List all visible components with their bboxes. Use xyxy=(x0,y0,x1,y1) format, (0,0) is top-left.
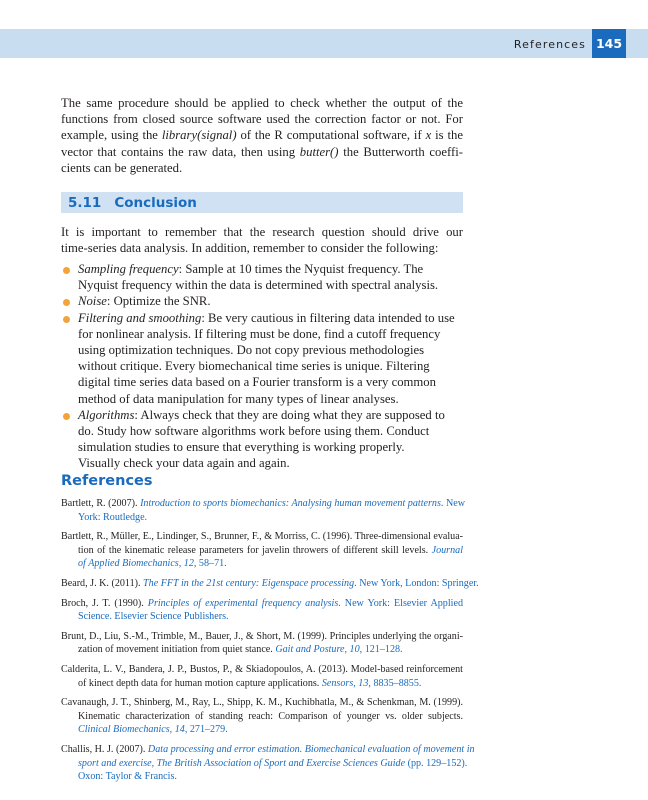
reference-entry xyxy=(61,743,475,784)
text-run: example, using the xyxy=(61,128,162,143)
bullet-dot-icon xyxy=(63,299,70,306)
italic-term: library(signal) xyxy=(161,128,237,143)
paragraph-line: The same procedure should be applied to check whether the output of the xyxy=(61,96,463,110)
reference-text: (pp. 129–152). xyxy=(405,757,468,769)
reference-source: sport and exercise, The British Association of Sport and Exercise Sciences Guide xyxy=(78,757,406,769)
reference-text: Oxon: Taylor & Francis. xyxy=(78,771,177,783)
section-title: Conclusion xyxy=(114,195,197,211)
bullet-text xyxy=(78,261,464,293)
bullet-term: Filtering and smoothing xyxy=(78,310,202,325)
bullet-item xyxy=(61,261,463,293)
reference-line xyxy=(61,610,463,624)
paragraph-line: functions from closed source software used the correction factor or not. For xyxy=(61,112,463,127)
reference-entry xyxy=(61,630,463,657)
reference-text: of kinect depth data for human motion capture applications. xyxy=(78,677,322,689)
reference-text: , 121–128. xyxy=(359,644,403,656)
reference-text: . New xyxy=(440,498,465,509)
bullet-dot-icon xyxy=(63,267,70,274)
reference-text: Broch, J. T. (1990). xyxy=(61,597,148,609)
bullet-term: Algorithms xyxy=(78,407,135,422)
bullet-term: Noise xyxy=(78,294,107,309)
reference-line xyxy=(61,696,463,710)
intro-paragraph xyxy=(61,95,463,176)
reference-entry xyxy=(61,597,463,624)
conclusion-paragraph xyxy=(61,224,463,256)
bullet-line: do. Study how software algorithms work before using them. Conduct xyxy=(78,424,430,439)
reference-line xyxy=(61,511,463,525)
reference-line xyxy=(61,710,463,724)
bullet-text xyxy=(78,407,464,472)
bullet-line: Filtering and smoothing: Be very cautious in filtering data intended to use xyxy=(78,310,455,325)
paragraph-line xyxy=(61,144,463,160)
bullet-item xyxy=(61,293,463,309)
reference-source: Journal xyxy=(431,544,463,556)
reference-text: Challis, H. J. (2007). xyxy=(61,743,148,755)
reference-line xyxy=(61,723,463,737)
reference-text: tion of the kinematic release parameters for javelin throwers of different skill levels. xyxy=(78,544,432,556)
bullet-line: without critique. Every biomechanical time series is unique. Filtering xyxy=(78,359,430,374)
bullet-item xyxy=(61,310,463,407)
reference-text: Calderita, L. V., Bandera, J. P., Bustos, P., & Skiadopoulos, A. (2013). Model-based reinforcement xyxy=(61,663,463,675)
reference-text: , 58–71. xyxy=(193,558,227,570)
reference-line xyxy=(61,544,463,558)
bullet-line: Nyquist frequency within the data is determined with spectral analysis. xyxy=(78,278,439,293)
reference-text: Brunt, D., Liu, S.-M., Trimble, M., Bauer, J., & Short, M. (1999). Principles underlying the organi- xyxy=(61,630,463,642)
bullet-dot-icon xyxy=(63,413,70,420)
reference-line xyxy=(61,663,463,677)
bullet-line: Noise: Optimize the SNR. xyxy=(78,294,211,309)
reference-source: of Applied Biomechanics, 12 xyxy=(78,558,194,570)
bullet-item xyxy=(61,407,463,472)
reference-text: Bartlett, R., Müller, E., Lindinger, S., Brunner, F., & Morriss, C. (1996). Three-dimensional evalua- xyxy=(61,531,464,543)
reference-text: , 271–279. xyxy=(184,724,228,736)
page-number: 145 xyxy=(592,29,626,58)
section-number: 5.11 xyxy=(68,195,102,211)
reference-source: Data processing and error estimation. Biomechanical evaluation of movement in xyxy=(147,743,475,755)
bullet-dot-icon xyxy=(63,316,70,323)
reference-source: Clinical Biomechanics, 14 xyxy=(78,724,185,736)
reference-entry xyxy=(61,497,463,524)
reference-line xyxy=(61,770,463,784)
bullet-line: Algorithms: Always check that they are doing what they are supposed to xyxy=(78,407,445,422)
bullet-term: Sampling frequency xyxy=(78,262,179,276)
reference-entry xyxy=(61,577,479,591)
conclusion-bullet-list xyxy=(61,261,463,472)
paragraph-line: It is important to remember that the research question should drive our xyxy=(61,225,463,239)
reference-line xyxy=(61,530,463,544)
bullet-line: method of data manipulation for many types of linear analyses. xyxy=(78,391,399,406)
reference-source: Sensors, 13 xyxy=(321,677,369,689)
reference-line xyxy=(61,743,475,757)
running-head: References xyxy=(513,38,586,51)
reference-line xyxy=(61,757,468,771)
reference-text: Bartlett, R. (2007). xyxy=(61,498,141,509)
bullet-line: using optimization techniques. Do not copy previous methodologies xyxy=(78,343,425,358)
bullet-text xyxy=(78,310,464,407)
reference-text: Science. Elsevier Science Publishers. xyxy=(78,611,229,623)
reference-text: , 8835–8855. xyxy=(368,677,422,689)
paragraph-line: time-series data analysis. In addition, remember to consider the following: xyxy=(61,241,439,256)
bullet-line: simulation studies to ensure that everything is working properly. xyxy=(78,440,405,455)
reference-line xyxy=(61,597,463,611)
reference-source: Introduction to sports biomechanics: Analysing human movement patterns xyxy=(140,498,441,509)
bullet-line: Visually check your data again and again. xyxy=(78,456,290,471)
reference-line xyxy=(61,557,463,571)
reference-line xyxy=(61,677,463,691)
reference-entry xyxy=(61,696,463,737)
reference-source: The FFT in the 21st century: Eigenspace processing xyxy=(143,577,355,589)
reference-line xyxy=(61,577,479,591)
section-heading xyxy=(68,195,197,211)
text-run: of the R computational software, if xyxy=(236,128,426,143)
reference-line xyxy=(61,630,463,644)
reference-text: . New York: Elsevier Applied xyxy=(338,597,463,609)
reference-source: Gait and Posture, 10 xyxy=(275,644,360,656)
reference-entry xyxy=(61,663,463,690)
italic-term: x xyxy=(425,128,432,143)
reference-list xyxy=(61,497,479,790)
reference-text: . New York, London: Springer. xyxy=(354,577,479,589)
reference-entry xyxy=(61,530,463,571)
paragraph-line xyxy=(61,127,463,143)
reference-text: York: Routledge. xyxy=(78,511,148,523)
italic-term: butter() xyxy=(299,144,339,159)
text-run: vector that contains the raw data, then using xyxy=(61,144,300,159)
paragraph-line: cients can be generated. xyxy=(61,160,183,175)
reference-text: Beard, J. K. (2011). xyxy=(61,577,144,589)
reference-line xyxy=(61,643,463,657)
bullet-line: Sampling frequency: Sample at 10 times the Nyquist frequency. The xyxy=(78,262,424,276)
text-run: the Butterworth coeffi- xyxy=(338,144,463,159)
bullet-line: for nonlinear analysis. If filtering must be done, find a cutoff frequency xyxy=(78,326,441,341)
reference-line xyxy=(61,497,463,511)
reference-text: zation of movement initiation from quiet stance. xyxy=(78,644,276,656)
bullet-line: digital time series data based on a Fourier transform is a very common xyxy=(78,375,436,390)
reference-text: Kinematic characterization of standing reach: Comparison of younger vs. older subjects. xyxy=(78,710,463,722)
text-run: is the xyxy=(431,128,463,143)
reference-text: Cavanaugh, J. T., Shinberg, M., Ray, L., Shipp, K. M., Kuchibhatla, M., & Schenkman, M. (1999). xyxy=(61,697,463,709)
reference-source: Principles of experimental frequency analysis xyxy=(147,597,339,609)
references-heading: References xyxy=(61,473,153,489)
bullet-text xyxy=(78,293,464,309)
